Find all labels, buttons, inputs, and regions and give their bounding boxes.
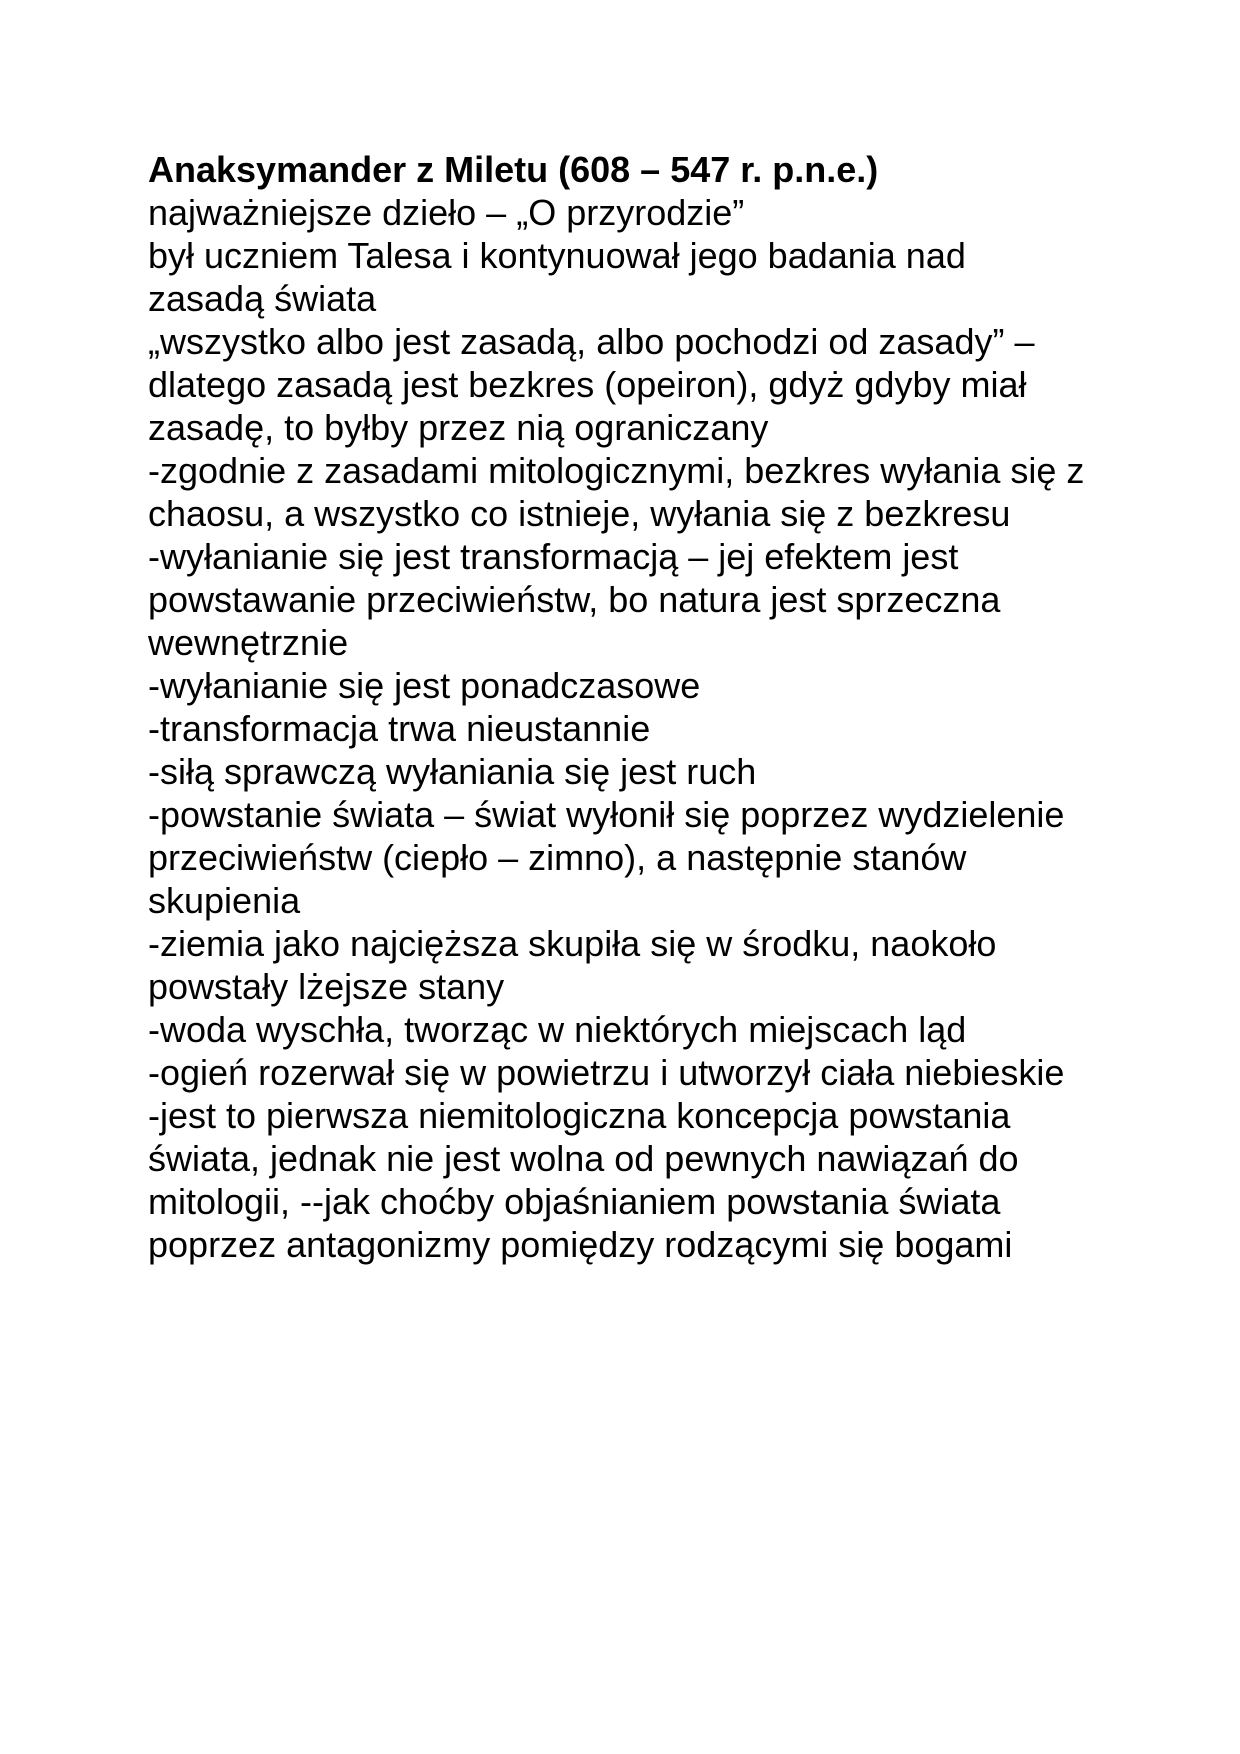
paragraph-line: -wyłanianie się jest transformacją – jej efektem jest powstawanie przeciwieństw, bo natura jest sprzeczna wewnętrznie (148, 536, 1001, 663)
paragraph-line: -ogień rozerwał się w powietrzu i utworzył ciała niebieskie (148, 1052, 1065, 1093)
document-page (148, 148, 1088, 1266)
paragraph-line: był uczniem Talesa i kontynuował jego badania nad zasadą świata (148, 235, 966, 319)
paragraph-line: najważniejsze dzieło – „O przyrodzie” (148, 192, 745, 233)
paragraph-line: „wszystko albo jest zasadą, albo pochodzi od zasady” – dlatego zasadą jest bezkres (opeiron), gdyż gdyby miał zasadę, to byłby przez nią ograniczany (148, 321, 1035, 448)
paragraph-line: -woda wyschła, tworząc w niektórych miejscach ląd (148, 1009, 967, 1050)
paragraph-line: -ziemia jako najcięższa skupiła się w środku, naokoło powstały lżejsze stany (148, 923, 997, 1007)
document-title: Anaksymander z Miletu (608 – 547 r. p.n.e.) (148, 149, 879, 190)
paragraph-line: -transformacja trwa nieustannie (148, 708, 651, 749)
paragraph-line: -siłą sprawczą wyłaniania się jest ruch (148, 751, 757, 792)
paragraph-line: -zgodnie z zasadami mitologicznymi, bezkres wyłania się z chaosu, a wszystko co istnieje, wyłania się z bezkresu (148, 450, 1085, 534)
paragraph-line: -jest to pierwsza niemitologiczna koncepcja powstania świata, jednak nie jest wolna od pewnych nawiązań do mitologii, --jak choćby objaśnianiem powstania świata poprzez antagonizmy pomiędzy rodzącymi się bogami (148, 1095, 1019, 1265)
paragraph-line: -wyłanianie się jest ponadczasowe (148, 665, 701, 706)
paragraph-line: -powstanie świata – świat wyłonił się poprzez wydzielenie przeciwieństw (ciepło – zimno), a następnie stanów skupienia (148, 794, 1065, 921)
